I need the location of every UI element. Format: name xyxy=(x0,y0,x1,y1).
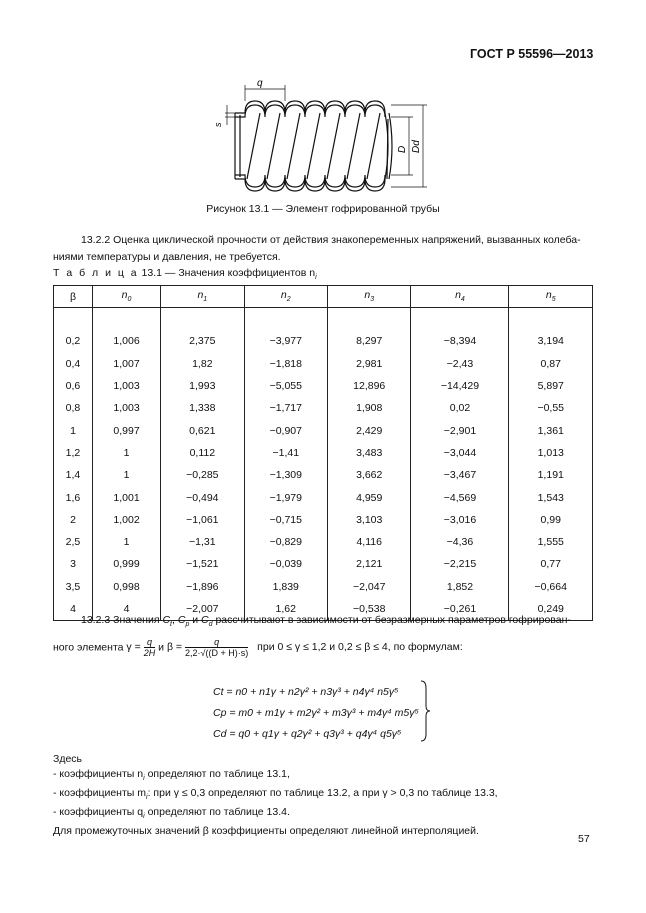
table-cell: −1,309 xyxy=(244,464,327,486)
table-cell: 2 xyxy=(54,509,93,531)
table-cell: 1,003 xyxy=(92,375,160,397)
table-cell: 2,375 xyxy=(161,330,244,352)
table-cell: 0,112 xyxy=(161,442,244,464)
table-cell: 1,013 xyxy=(509,442,593,464)
table-row xyxy=(54,576,593,598)
table-cell: −0,715 xyxy=(244,509,327,531)
table-cell: −1,896 xyxy=(161,576,244,598)
table-cell: 3,483 xyxy=(328,442,411,464)
table-cell: 0,6 xyxy=(54,375,93,397)
table-cell: 1,852 xyxy=(411,576,509,598)
table-cell: 1,82 xyxy=(161,353,244,375)
table-row xyxy=(54,509,593,531)
table-row xyxy=(54,353,593,375)
table-cell: 1,006 xyxy=(92,330,160,352)
table-cell: 4 xyxy=(92,598,160,621)
table-header-cell: $n_1$ xyxy=(161,286,244,308)
table-cell: 3,5 xyxy=(54,576,93,598)
table-cell: 1,2 xyxy=(54,442,93,464)
table-cell: 2,5 xyxy=(54,531,93,553)
dimension-label-d: D xyxy=(397,145,408,153)
table-cell: −1,31 xyxy=(161,531,244,553)
table-cell: −0,55 xyxy=(509,397,593,419)
table-row xyxy=(54,531,593,553)
tube-bottom-corrugation xyxy=(235,179,385,191)
table-cell: 4 xyxy=(54,598,93,621)
table-cell: 2,121 xyxy=(328,553,411,575)
table-cell: −0,494 xyxy=(161,486,244,508)
table-cell: 0,997 xyxy=(92,419,160,441)
table-cell: −2,901 xyxy=(411,419,509,441)
dimension-label-dd: Dd xyxy=(411,140,422,153)
table-cell: 1 xyxy=(92,464,160,486)
table-cell: −3,044 xyxy=(411,442,509,464)
table-cell: 5,897 xyxy=(509,375,593,397)
table-row xyxy=(54,553,593,575)
table-row xyxy=(54,464,593,486)
table-cell: 0,2 xyxy=(54,330,93,352)
table-cell: −0,039 xyxy=(244,553,327,575)
table-cell: 12,896 xyxy=(328,375,411,397)
table-cell: −3,467 xyxy=(411,464,509,486)
table-cell: 0,621 xyxy=(161,419,244,441)
dimension-label-s: s xyxy=(213,122,223,127)
table-cell: −0,538 xyxy=(328,598,411,621)
section-13-2-2: 13.2.2 Оценка циклической прочности от действия знакопеременных напряжений, вызванных колеба- ниями температуры и давления, не требуется. xyxy=(53,234,581,263)
table-cell: 1,6 xyxy=(54,486,93,508)
table-cell: 3,103 xyxy=(328,509,411,531)
table-cell: 3 xyxy=(54,553,93,575)
table-row xyxy=(54,397,593,419)
document-number: ГОСТ Р 55596—2013 xyxy=(470,47,594,61)
table-cell: −4,36 xyxy=(411,531,509,553)
table-cell: 0,8 xyxy=(54,397,93,419)
table-cell: 1,007 xyxy=(92,353,160,375)
coefficients-table xyxy=(53,285,593,621)
figure-caption: Рисунок 13.1 — Элемент гофрированной трубы xyxy=(206,203,440,215)
corrugated-tube-figure xyxy=(205,75,445,197)
table-cell: 0,87 xyxy=(509,353,593,375)
table-cell: 1,338 xyxy=(161,397,244,419)
table-cell: −0,664 xyxy=(509,576,593,598)
table-cell: −2,007 xyxy=(161,598,244,621)
table-cell: −0,261 xyxy=(411,598,509,621)
table-cell: −1,521 xyxy=(161,553,244,575)
table-cell: −2,047 xyxy=(328,576,411,598)
table-cell: 1,543 xyxy=(509,486,593,508)
page-number: 57 xyxy=(578,833,590,845)
coefficient-formulas: Ct = n0 + n1γ + n2γ² + n3γ³ + n4γ⁴ n5γ⁵ Cp = m0 + m1γ + m2γ² + m3γ³ + m4γ⁴ m5γ⁵ Cd = q0 + q1γ + q2γ² + q3γ³ + q4γ⁴ q5γ⁵ xyxy=(213,686,419,740)
table-cell: −2,215 xyxy=(411,553,509,575)
table-cell: −0,907 xyxy=(244,419,327,441)
table-header-cell: $n_5$ xyxy=(509,286,593,308)
table-cell: 1 xyxy=(54,419,93,441)
table-cell: 1,993 xyxy=(161,375,244,397)
table-cell: −0,829 xyxy=(244,531,327,553)
table-row xyxy=(54,419,593,441)
table-cell: 0,02 xyxy=(411,397,509,419)
table-cell: 1 xyxy=(92,442,160,464)
table-header-cell: $n_3$ xyxy=(328,286,411,308)
table-cell: 4,959 xyxy=(328,486,411,508)
table-cell: 1 xyxy=(92,531,160,553)
tube-top-corrugation xyxy=(235,101,385,113)
table-cell: 0,77 xyxy=(509,553,593,575)
table-cell: 3,662 xyxy=(328,464,411,486)
dimension-label-q: q xyxy=(257,78,263,89)
table-cell: 2,981 xyxy=(328,353,411,375)
parameter-definitions: ного элемента γ = q 2H и β = q 2,2·√((D + H)·s) при 0 ≤ γ ≤ 1,2 и 0,2 ≤ β ≤ 4, по формулам: xyxy=(53,637,463,658)
table-cell: −1,061 xyxy=(161,509,244,531)
table-cell: 0,998 xyxy=(92,576,160,598)
table-cell: 2,429 xyxy=(328,419,411,441)
table-cell: −5,055 xyxy=(244,375,327,397)
table-cell: −2,43 xyxy=(411,353,509,375)
table-cell: 1,002 xyxy=(92,509,160,531)
table-cell: 0,249 xyxy=(509,598,593,621)
table-row xyxy=(54,375,593,397)
table-cell: 1,361 xyxy=(509,419,593,441)
table-cell: −3,016 xyxy=(411,509,509,531)
table-header-cell: $n_4$ xyxy=(411,286,509,308)
table-cell: 0,999 xyxy=(92,553,160,575)
table-header-cell: β xyxy=(54,286,93,308)
table-cell: 3,194 xyxy=(509,330,593,352)
table-cell: −1,818 xyxy=(244,353,327,375)
table-row xyxy=(54,330,593,352)
table-cell: −1,979 xyxy=(244,486,327,508)
table-row xyxy=(54,442,593,464)
table-cell: −1,41 xyxy=(244,442,327,464)
table-cell: 1,908 xyxy=(328,397,411,419)
table-cell: 8,297 xyxy=(328,330,411,352)
table-cell: 1,4 xyxy=(54,464,93,486)
table-cell: 1,001 xyxy=(92,486,160,508)
table-cell: −3,977 xyxy=(244,330,327,352)
section-13-2-3: 13.2.3 Значения $C_t$, $C_p$ и $C_d$ рассчитывают в зависимости от безразмерных параметров гофрирован- xyxy=(81,614,571,629)
table-cell: 1,62 xyxy=(244,598,327,621)
formula-brace xyxy=(420,680,430,742)
table-cell: 1,839 xyxy=(244,576,327,598)
table-cell: 1,555 xyxy=(509,531,593,553)
table-cell: −14,429 xyxy=(411,375,509,397)
table-cell: −0,285 xyxy=(161,464,244,486)
table-cell: 0,99 xyxy=(509,509,593,531)
table-cell: −8,394 xyxy=(411,330,509,352)
notes: Здесь - коэффициенты $n_i$ определяют по таблице 13.1, - коэффициенты $m_i$: при γ ≤ 0,3 определяют по таблице 13.2, а при γ > 0,3 по таблице 13.3, - коэффициенты $q_i$ определяют по таблице 13.4. Для промежуточных значений β коэффициенты определяют линейной интерполяцией. xyxy=(53,753,498,838)
table-header-cell: $n_0$ xyxy=(92,286,160,308)
table-header-cell: $n_2$ xyxy=(244,286,327,308)
table-cell: 0,4 xyxy=(54,353,93,375)
table-cell: −4,569 xyxy=(411,486,509,508)
table-cell: −1,717 xyxy=(244,397,327,419)
table-cell: 4,116 xyxy=(328,531,411,553)
table-cell: 1,191 xyxy=(509,464,593,486)
table-title: Т а б л и ц а 13.1 — Значения коэффициентов $n_i$ xyxy=(53,267,317,282)
table-row xyxy=(54,486,593,508)
table-cell: 1,003 xyxy=(92,397,160,419)
